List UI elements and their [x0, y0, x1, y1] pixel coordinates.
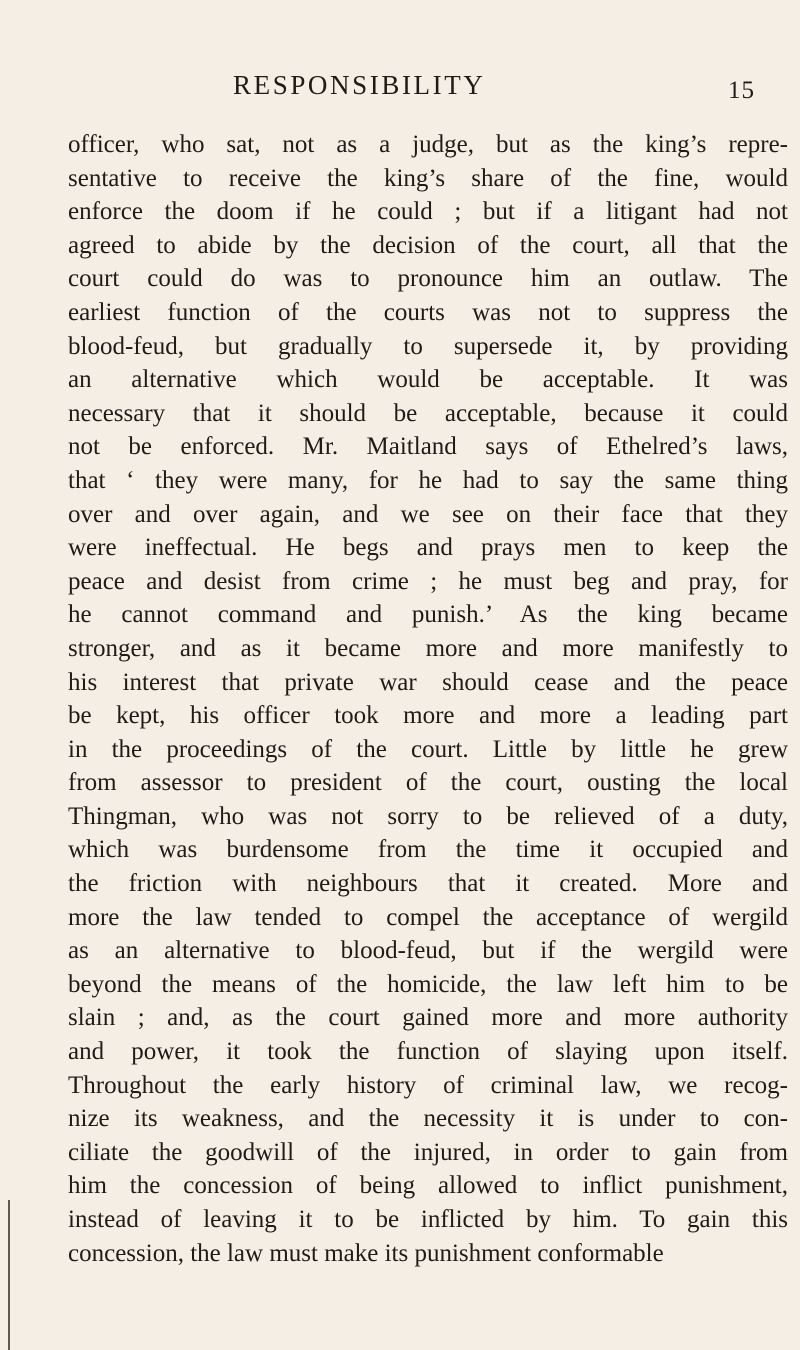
text-line: nize its weakness, and the necessity it is under to con-	[68, 1105, 788, 1133]
text-line: which was burdensome from the time it occupied and	[68, 836, 788, 864]
text-line: and power, it took the function of slaying upon itself.	[68, 1038, 788, 1066]
text-line: Throughout the early history of criminal law, we recog-	[68, 1071, 788, 1099]
page-edge-shadow	[8, 1200, 10, 1350]
text-line: slain ; and, as the court gained more and more authority	[68, 1004, 788, 1032]
text-line: stronger, and as it became more and more manifestly to	[68, 634, 788, 662]
text-line: over and over again, and we see on their face that they	[68, 500, 788, 528]
text-line: in the proceedings of the court. Little by little he grew	[68, 735, 788, 763]
body-paragraph	[68, 128, 788, 1270]
running-head: RESPONSIBILITY	[233, 70, 486, 100]
text-line: more the law tended to compel the acceptance of wergild	[68, 903, 788, 931]
text-line: him the concession of being allowed to inflict punishment,	[68, 1172, 788, 1200]
text-line: that ‘ they were many, for he had to say the same thing	[68, 466, 788, 494]
text-line: agreed to abide by the decision of the court, all that the	[68, 231, 788, 259]
text-line: concession, the law must make its punishment conformable	[68, 1239, 664, 1267]
text-line: an alternative which would be acceptable. It was	[68, 366, 788, 394]
text-line: sentative to receive the king’s share of the fine, would	[68, 164, 788, 192]
text-line: officer, who sat, not as a judge, but as the king’s repre-	[68, 131, 788, 158]
text-line: Thingman, who was not sorry to be relieved of a duty,	[68, 802, 788, 830]
text-line: ciliate the goodwill of the injured, in order to gain from	[68, 1138, 788, 1166]
text-line: were ineffectual. He begs and prays men to keep the	[68, 534, 788, 562]
text-line: peace and desist from crime ; he must beg and pray, for	[68, 567, 788, 595]
text-line: as an alternative to blood-feud, but if the wergild were	[68, 937, 788, 965]
text-line: necessary that it should be acceptable, because it could	[68, 399, 788, 427]
text-line: from assessor to president of the court, ousting the local	[68, 769, 788, 797]
text-line: beyond the means of the homicide, the law left him to be	[68, 970, 788, 998]
text-line: not be enforced. Mr. Maitland says of Ethelred’s laws,	[68, 433, 788, 461]
text-line: court could do was to pronounce him an outlaw. The	[68, 265, 788, 293]
text-line: enforce the doom if he could ; but if a litigant had not	[68, 198, 788, 226]
text-line: be kept, his officer took more and more a leading part	[68, 702, 788, 730]
page-number: 15	[728, 77, 755, 104]
text-line: his interest that private war should cease and the peace	[68, 668, 788, 696]
text-line: instead of leaving it to be inflicted by him. To gain this	[68, 1206, 788, 1233]
text-line: blood-feud, but gradually to supersede it, by providing	[68, 332, 788, 360]
text-line: earliest function of the courts was not to suppress the	[68, 298, 788, 326]
text-line: the friction with neighbours that it created. More and	[68, 870, 788, 898]
text-line: he cannot command and punish.’ As the king became	[68, 601, 788, 629]
